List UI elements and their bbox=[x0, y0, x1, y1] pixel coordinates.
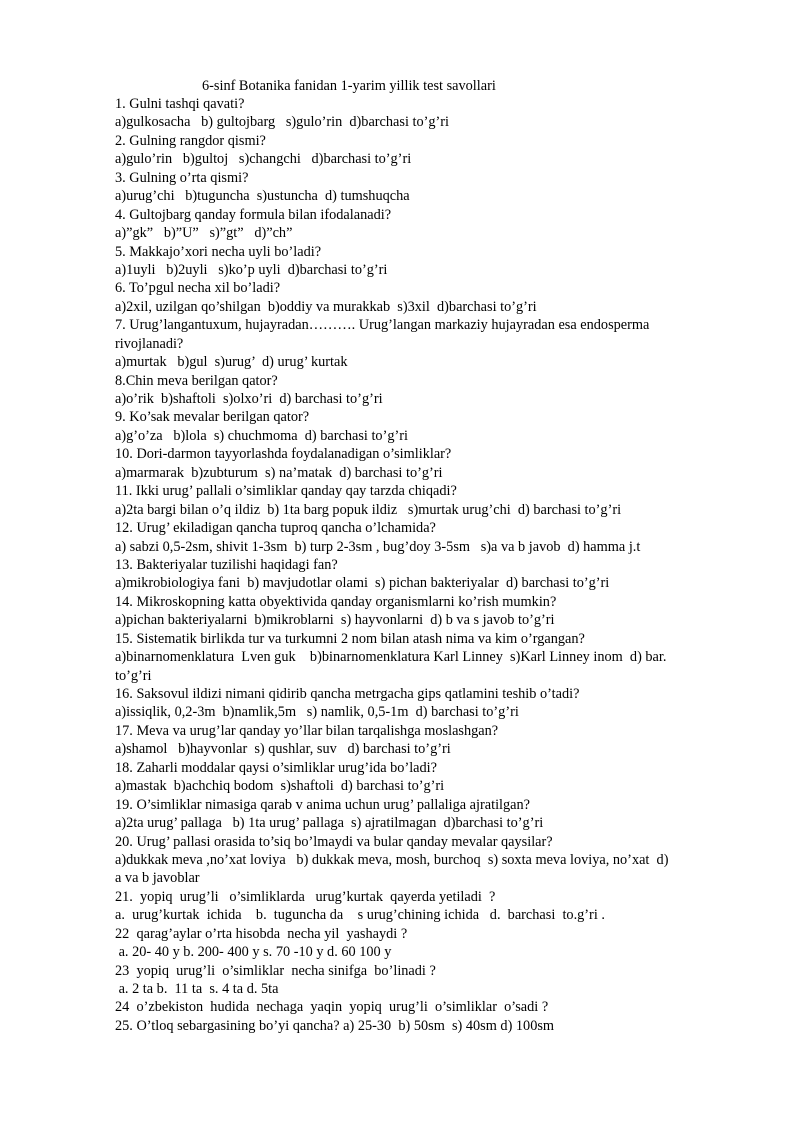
text-line: 19. O’simliklar nimasiga qarab v anima uchun urug’ pallaliga ajratilgan? bbox=[115, 796, 531, 813]
text-line: 16. Saksovul ildizi nimani qidirib qancha metrgacha gips qatlamini teshib o’tadi? bbox=[115, 686, 580, 702]
text-line: 24 o’zbekiston hudida nechaga yaqin yopiq urug’li o’simliklar o’sadi ? bbox=[115, 999, 549, 1016]
text-line: 13. Bakteriyalar tuzilishi haqidagi fan? bbox=[115, 556, 338, 573]
text-line: a)marmarak b)zubturum s) na’matak d) barchasi to’g’ri bbox=[115, 464, 443, 481]
text-line: a)shamol b)hayvonlar s) qushlar, suv d) barchasi to’g’ri bbox=[115, 741, 451, 758]
text-line: a)1uyli b)2uyli s)ko’p uyli d)barchasi to’g’ri bbox=[115, 261, 388, 278]
text-line: a)2xil, uzilgan qo’shilgan b)oddiy va murakkab s)3xil d)barchasi to’g’ri bbox=[115, 298, 537, 315]
text-line: a. urug’kurtak ichida b. tuguncha da s urug’chining ichida d. barchasi to.g’ri . bbox=[115, 907, 605, 924]
text-line: 15. Sistematik birlikda tur va turkumni 2 nom bilan atash nima va kim o’rgangan? bbox=[115, 630, 585, 647]
text-line: 17. Meva va urug’lar qanday yo’llar bilan tarqalishga moslashgan? bbox=[115, 722, 499, 739]
text-line: 5. Makkajo’xori necha uyli bo’ladi? bbox=[115, 243, 322, 260]
text-line: 2. Gulning rangdor qismi? bbox=[115, 132, 266, 149]
text-line: 20. Urug’ pallasi orasida to’siq bo’lmaydi va bular qanday mevalar qaysilar? bbox=[115, 833, 553, 850]
text-line: a)urug’chi b)tuguncha s)ustuncha d) tumshuqcha bbox=[115, 188, 410, 205]
text-line: 6. To’pgul necha xil bo’ladi? bbox=[115, 280, 281, 297]
text-line: 18. Zaharli moddalar qaysi o’simliklar urug’ida bo’ladi? bbox=[115, 759, 437, 776]
question-list bbox=[115, 95, 745, 1035]
text-line: a)”gk” b)”U” s)”gt” d)”ch” bbox=[115, 225, 293, 242]
text-line: a)dukkak meva ,no’xat loviya b) dukkak meva, mosh, burchoq s) soxta meva loviya, no’xat d) bbox=[115, 851, 669, 868]
text-line: 10. Dori-darmon tayyorlashda foydalanadigan o’simliklar? bbox=[115, 446, 452, 463]
text-line: a)g’o’za b)lola s) chuchmoma d) barchasi to’g’ri bbox=[115, 427, 408, 444]
text-line: 8.Chin meva berilgan qator? bbox=[115, 372, 278, 389]
text-line: a)binarnomenklatura Lven guk b)binarnomenklatura Karl Linney s)Karl Linney inom d) bar. bbox=[115, 649, 667, 666]
text-line: 4. Gultojbarg qanday formula bilan ifodalanadi? bbox=[115, 206, 392, 223]
text-line: a) sabzi 0,5-2sm, shivit 1-3sm b) turp 2-3sm , bug’doy 3-5sm s)a va b javob d) hamma j.t bbox=[115, 538, 641, 555]
text-line: a. 2 ta b. 11 ta s. 4 ta d. 5ta bbox=[115, 981, 279, 997]
text-line: 14. Mikroskopning katta obyektivida qanday organismlarni ko’rish mumkin? bbox=[115, 593, 557, 610]
text-line: a)mastak b)achchiq bodom s)shaftoli d) barchasi to’g’ri bbox=[115, 778, 445, 795]
text-line: 23 yopiq urug’li o’simliklar necha sinifga bo’linadi ? bbox=[115, 962, 436, 979]
text-line: 12. Urug’ ekiladigan qancha tuproq qancha o’lchamida? bbox=[115, 520, 436, 537]
text-line: a)pichan bakteriyalarni b)mikroblarni s) hayvonlarni d) b va s javob to’g’ri bbox=[115, 612, 555, 629]
text-line: a)o’rik b)shaftoli s)olxo’ri d) barchasi to’g’ri bbox=[115, 391, 383, 407]
text-line: a)gulkosacha b) gultojbarg s)gulo’rin d)barchasi to’g’ri bbox=[115, 114, 450, 131]
text-line: rivojlanadi? bbox=[115, 335, 184, 352]
text-line: a)2ta bargi bilan o’q ildiz b) 1ta barg popuk ildiz s)murtak urug’chi d) barchasi to’g’ri bbox=[115, 501, 622, 518]
page-title: 6-sinf Botanika fanidan 1-yarim yillik test savollari bbox=[202, 78, 496, 94]
text-line: 7. Urug’langantuxum, hujayradan………. Urug’langan markaziy hujayradan esa endosperma bbox=[115, 317, 650, 334]
text-line: a)gulo’rin b)gultoj s)changchi d)barchasi to’g’ri bbox=[115, 151, 412, 168]
text-line: 22 qarag’aylar o’rta hisobda necha yil yashaydi ? bbox=[115, 925, 408, 942]
text-line: a)murtak b)gul s)urug’ d) urug’ kurtak bbox=[115, 354, 348, 371]
text-line: 21. yopiq urug’li o’simliklarda urug’kurtak qayerda yetiladi ? bbox=[115, 888, 496, 905]
text-line: a)mikrobiologiya fani b) mavjudotlar olami s) pichan bakteriyalar d) barchasi to’g’ri bbox=[115, 575, 610, 592]
text-line: a. 20- 40 y b. 200- 400 y s. 70 -10 y d. 60 100 y bbox=[115, 944, 392, 961]
text-line: 1. Gulni tashqi qavati? bbox=[115, 96, 245, 112]
text-line: a)issiqlik, 0,2-3m b)namlik,5m s) namlik, 0,5-1m d) barchasi to’g’ri bbox=[115, 704, 519, 721]
text-line: to’g’ri bbox=[115, 667, 152, 684]
text-line: a)2ta urug’ pallaga b) 1ta urug’ pallaga s) ajratilmagan d)barchasi to’g’ri bbox=[115, 815, 544, 832]
text-line: 9. Ko’sak mevalar berilgan qator? bbox=[115, 409, 310, 426]
text-line: 25. O’tloq sebargasining bo’yi qancha? a) 25-30 b) 50sm s) 40sm d) 100sm bbox=[115, 1017, 555, 1034]
text-line: 3. Gulning o’rta qismi? bbox=[115, 169, 249, 186]
text-line: 11. Ikki urug’ pallali o’simliklar qanday qay tarzda chiqadi? bbox=[115, 483, 457, 500]
text-line: a va b javoblar bbox=[115, 870, 200, 887]
